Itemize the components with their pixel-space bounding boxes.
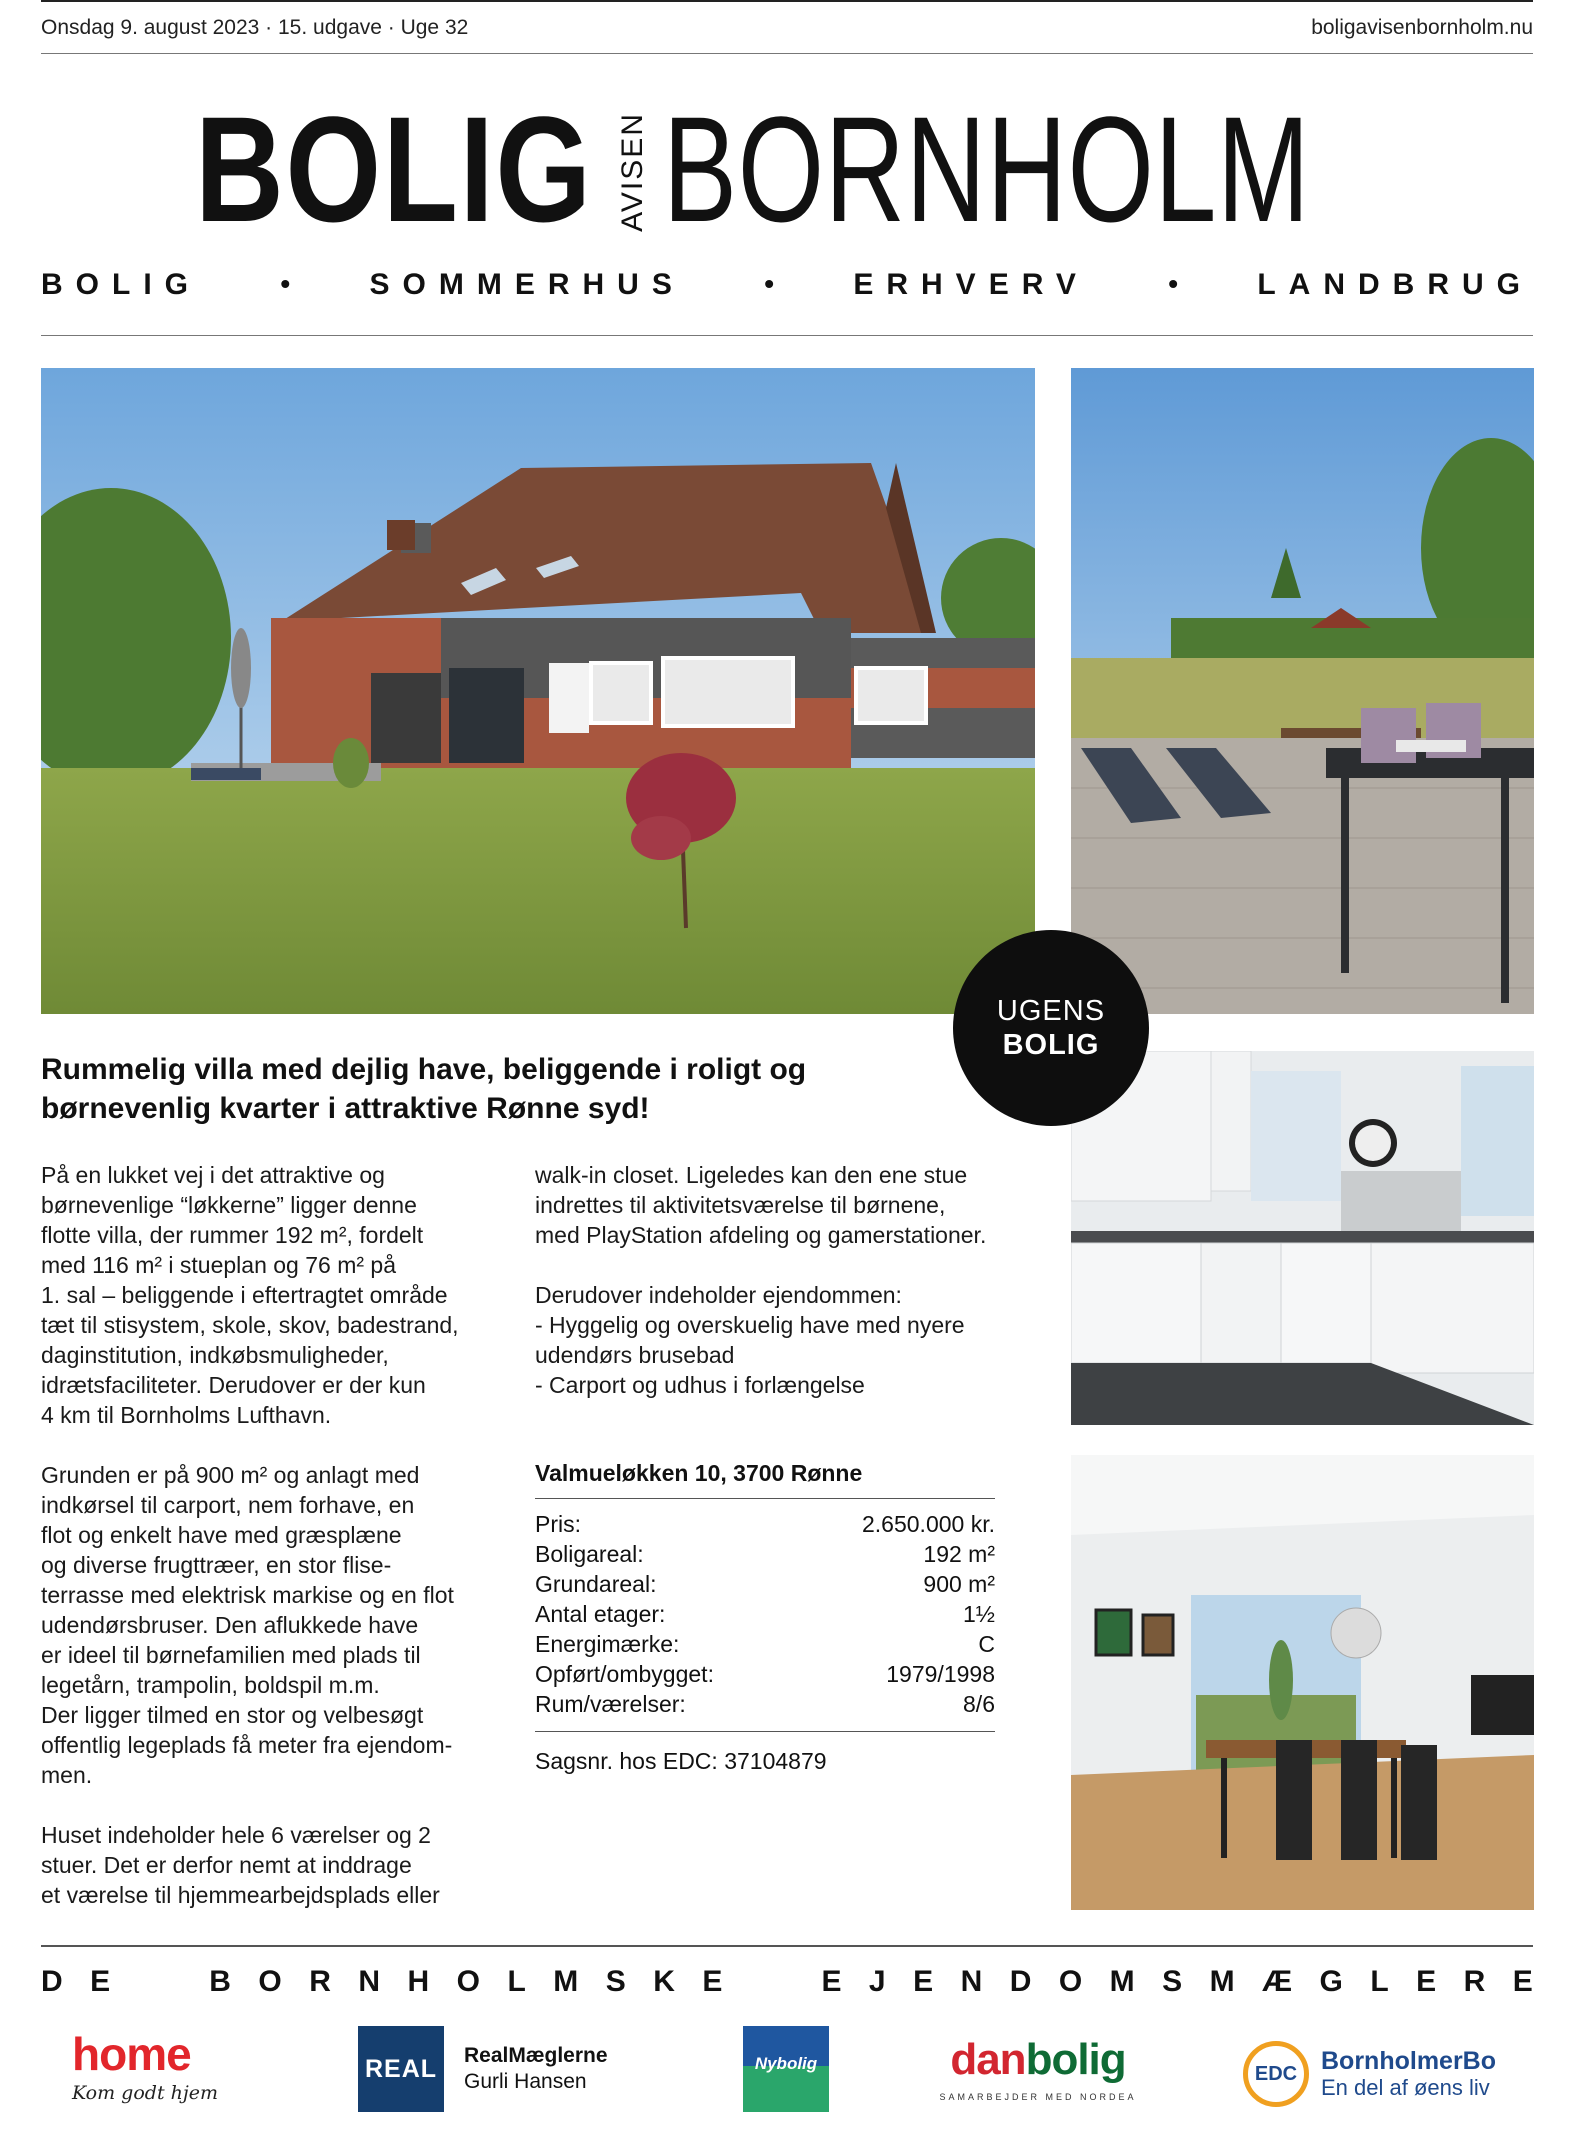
- fact-value: 1½: [963, 1601, 995, 1627]
- fact-label: Opført/ombygget:: [535, 1661, 714, 1687]
- category-landbrug: LANDBRUG: [1257, 268, 1533, 301]
- table-row: [535, 1539, 995, 1569]
- home-tagline: Kom godt hjem: [72, 2082, 219, 2104]
- danbolig-wordmark: danbolig: [950, 2035, 1126, 2084]
- masthead-vertical-avisen: AVISEN: [616, 112, 649, 232]
- real-sub: Gurli Hansen: [464, 2070, 587, 2093]
- footer-letter: M: [1109, 1965, 1135, 1998]
- masthead-logo: [195, 85, 1375, 253]
- footer-letter: E: [90, 1965, 111, 1998]
- top-bar: [41, 0, 1533, 54]
- nybolig-logo[interactable]: [743, 2026, 829, 2112]
- table-row: [535, 1499, 995, 1540]
- footer-letter: S: [605, 1965, 626, 1998]
- kitchen-photo: [1071, 1051, 1534, 1425]
- case-number: Sagsnr. hos EDC: 37104879: [535, 1748, 827, 1774]
- dining-room-photo: [1071, 1455, 1534, 1910]
- facts-table: [535, 1498, 995, 1732]
- real-name: RealMæglerne: [464, 2044, 608, 2067]
- footer-letter: G: [1319, 1965, 1343, 1998]
- badge-line-2: BOLIG: [1002, 1029, 1100, 1061]
- category-erhverv: ERHVERV: [853, 268, 1089, 301]
- footer-letter: E: [821, 1965, 842, 1998]
- fact-value: 2.650.000 kr.: [862, 1511, 995, 1537]
- footer-letter: N: [960, 1965, 983, 1998]
- fact-label: Pris:: [535, 1511, 581, 1537]
- footer-letter: K: [653, 1965, 675, 1998]
- footer-letter: L: [507, 1965, 526, 1998]
- category-sommerhus: SOMMERHUS: [369, 268, 685, 301]
- badge-line-1: UGENS: [996, 995, 1106, 1027]
- property-address: Valmueløkken 10, 3700 Rønne: [535, 1460, 863, 1486]
- table-row: [535, 1659, 995, 1689]
- footer-space: [750, 1965, 758, 1999]
- article-column-1: På en lukket vej i det attraktive og børnevenlige “løkkerne” ligger denne flotte villa, der rummer 192 m², fordelt med 116 m² i stueplan og 76 m² på 1. sal – beliggende i eftertragtet område tæt til stisystem, skole, skov, badestrand, daginstitution, indkøbsmuligheder, idrætsfaciliteter. Derudover er der kun 4 km til Bornholms Lufthavn. Grunden er på 900 m² og anlagt med indkørsel til carport, nem forhave, en flot og enkelt have med græsplæne og diverse frugttræer, en stor flise- terrasse med elektrisk markise og en flot udendørsbruser. Den aflukkede have er ideel til børnefamilien med plads til legetårn, trampolin, boldspil m.m. Der ligger tilmed en stor og velbesøgt offentlig legeplads få meter fra ejendom- men. Huset indeholder hele 6 værelser og 2 stuer. Det er derfor nemt at inddrage et værelse til hjemmearbejdsplads eller: [41, 1162, 459, 1908]
- footer-letter: M: [553, 1965, 579, 1998]
- footer-letter: D: [1009, 1965, 1032, 1998]
- fact-label: Energimærke:: [535, 1631, 680, 1657]
- footer-letter: B: [209, 1965, 231, 1998]
- table-row: [535, 1599, 995, 1629]
- category-bolig: BOLIG: [41, 268, 201, 301]
- fact-label: Boligareal:: [535, 1541, 644, 1567]
- bornholmerbo-sub: En del af øens liv: [1321, 2075, 1490, 2100]
- separator-dot: •: [280, 268, 291, 299]
- footer-letter: D: [41, 1965, 63, 1998]
- footer-letter: M: [1209, 1965, 1235, 1998]
- category-strip: [41, 268, 1533, 336]
- fact-label: Rum/værelser:: [535, 1691, 686, 1717]
- website-url[interactable]: boligavisenbornholm.nu: [1311, 15, 1533, 39]
- footer-letter: O: [1058, 1965, 1083, 1998]
- footer-letter: E: [1512, 1965, 1533, 1998]
- separator-dot: •: [764, 268, 774, 299]
- footer-space: [138, 1965, 146, 1999]
- realmaeglerne-logo[interactable]: [358, 2026, 658, 2112]
- bornholmerbo-name: BornholmerBo: [1321, 2047, 1496, 2075]
- footer-letter: E: [1416, 1965, 1437, 1998]
- property-facts-box: [535, 1458, 995, 1776]
- footer-letter: L: [1370, 1965, 1389, 1998]
- table-row: [535, 1569, 995, 1599]
- footer-letter: O: [258, 1965, 282, 1998]
- fact-value: C: [978, 1631, 995, 1657]
- footer-letter: E: [702, 1965, 723, 1998]
- article-column-2: walk-in closet. Ligeledes kan den ene stue indrettes til aktivitetsværelse til børnene, med PlayStation afdeling og gamerstationer. Derudover indeholder ejendommen: - Hyggelig og overskuelig have med nyere udendørs brusebad - Carport og udhus i forlængelse: [535, 1162, 987, 1398]
- home-logo[interactable]: [72, 2030, 222, 2120]
- edc-icon: EDC: [1243, 2041, 1309, 2107]
- issue-date: Onsdag 9. august 2023 · 15. udgave · Uge 32: [41, 15, 469, 39]
- home-wordmark: home: [72, 2028, 191, 2080]
- table-row: [535, 1629, 995, 1659]
- danbolig-sub: SAMARBEJDER MED NORDEA: [939, 2092, 1137, 2102]
- footer-letter: J: [868, 1965, 886, 1998]
- fact-value: 192 m²: [923, 1541, 995, 1567]
- footer-title: [41, 1965, 1533, 1999]
- footer-letter: R: [1463, 1965, 1486, 1998]
- footer-letter: E: [913, 1965, 934, 1998]
- separator-dot: •: [1168, 268, 1178, 299]
- article-headline: Rummelig villa med dejlig have, beliggende i roligt og børnevenlig kvarter i attraktive Rønne syd!: [41, 1053, 807, 1125]
- ugens-bolig-badge: [953, 930, 1149, 1126]
- footer-letter: S: [1162, 1965, 1183, 1998]
- footer-letter: O: [456, 1965, 480, 1998]
- fact-value: 8/6: [963, 1691, 995, 1717]
- terrace-photo: [1071, 368, 1534, 1014]
- fact-label: Grundareal:: [535, 1571, 657, 1597]
- masthead-word-bornholm: BORNHOLM: [663, 85, 1311, 253]
- footer-letter: R: [309, 1965, 331, 1998]
- footer-letter: Æ: [1262, 1965, 1293, 1998]
- fact-value: 900 m²: [923, 1571, 995, 1597]
- nybolig-wordmark: Nybolig: [754, 2054, 818, 2073]
- table-row: [535, 1689, 995, 1732]
- footer-space: [173, 1965, 181, 1999]
- masthead-word-bolig: BOLIG: [195, 85, 593, 253]
- footer-letter: N: [358, 1965, 381, 1998]
- footer-space: [786, 1965, 794, 1999]
- fact-label: Antal etager:: [535, 1601, 666, 1627]
- house-exterior-photo: [41, 368, 1035, 1014]
- footer-divider: [41, 1945, 1533, 1947]
- bornholmerbo-logo[interactable]: [1243, 2034, 1543, 2114]
- fact-value: 1979/1998: [886, 1661, 995, 1687]
- real-logo-box: REAL: [358, 2026, 444, 2112]
- footer-letter: H: [407, 1965, 430, 1998]
- danbolig-logo[interactable]: [918, 2036, 1158, 2116]
